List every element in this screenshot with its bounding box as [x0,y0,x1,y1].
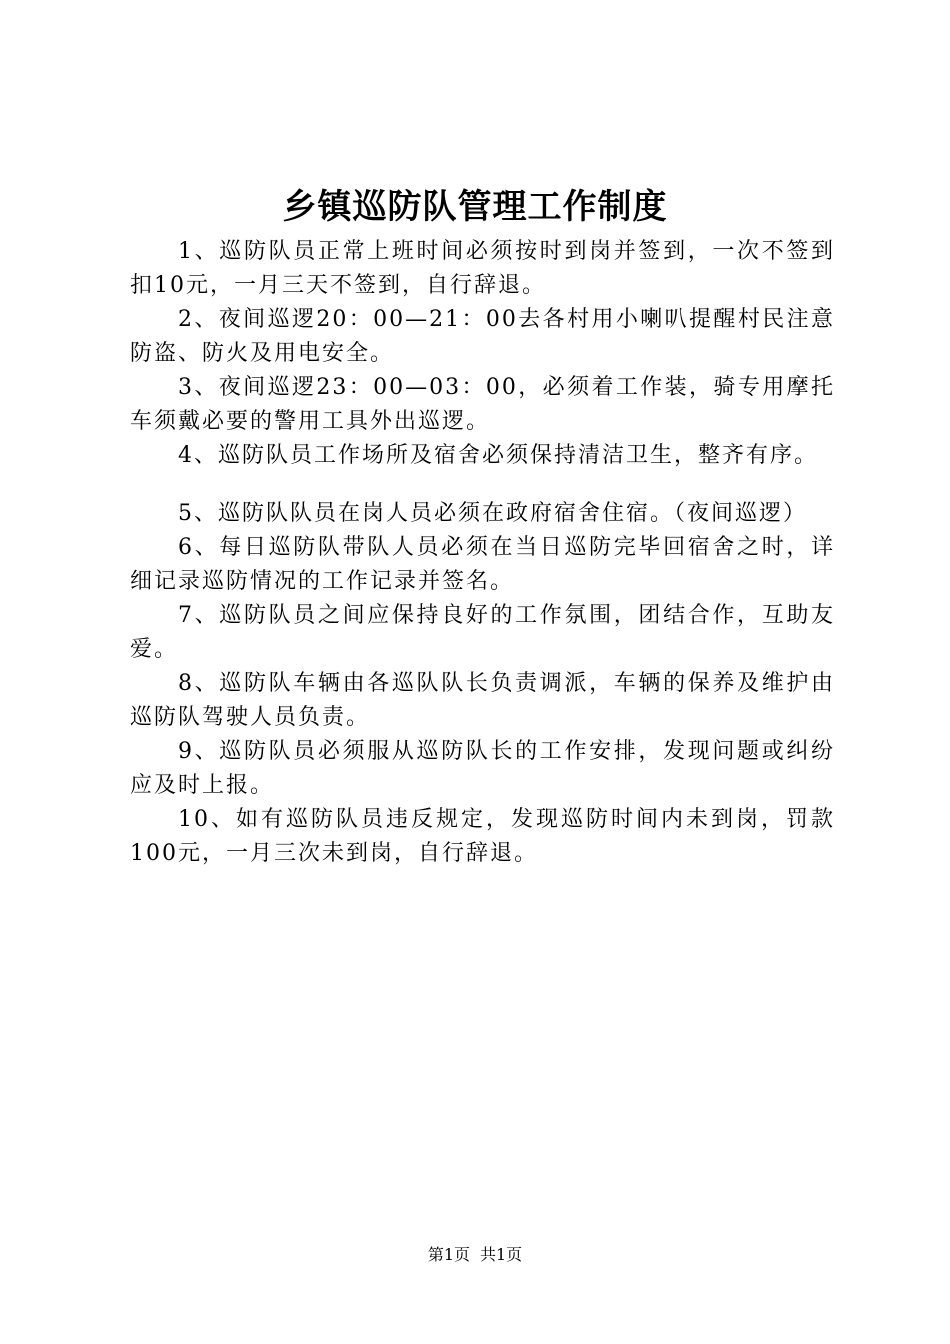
rule-paragraph-7: 7、巡防队员之间应保持良好的工作氛围，团结合作，互助友爱。 [130,603,835,662]
rule-paragraph-1: 1、巡防队员正常上班时间必须按时到岗并签到，一次不签到扣10元，一月三天不签到，自行辞退。 [130,239,835,298]
document-body [130,235,835,871]
rule-paragraph-3: 3、夜间巡逻23：00—03：00，必须着工作装，骑专用摩托车须戴必要的警用工具外出巡逻。 [130,375,835,434]
page-number: 第1页 [427,1245,470,1264]
rule-paragraph-2: 2、夜间巡逻20：00—21：00去各村用小喇叭提醒村民注意防盗、防火及用电安全。 [130,307,835,366]
rule-paragraph-5: 5、巡防队队员在岗人员必须在政府宿舍住宿。（夜间巡逻） [178,501,807,526]
rule-paragraph-8: 8、巡防队车辆由各巡队队长负责调派，车辆的保养及维护由巡防队驾驶人员负责。 [130,671,835,730]
rule-paragraph-10: 10、如有巡防队员违反规定，发现巡防时间内未到岗，罚款100元，一月三次未到岗，自行辞退。 [130,807,835,866]
rule-paragraph-6: 6、每日巡防队带队人员必须在当日巡防完毕回宿舍之时，详细记录巡防情况的工作记录并签名。 [130,535,835,594]
page-footer [0,1243,950,1267]
rule-paragraph-9: 9、巡防队员必须服从巡防队长的工作安排，发现问题或纠纷应及时上报。 [130,739,835,798]
document-title: 乡镇巡防队管理工作制度 [282,187,668,227]
page-total: 共1页 [480,1245,523,1264]
rule-paragraph-4: 4、巡防队员工作场所及宿舍必须保持清洁卫生，整齐有序。 [178,443,818,468]
